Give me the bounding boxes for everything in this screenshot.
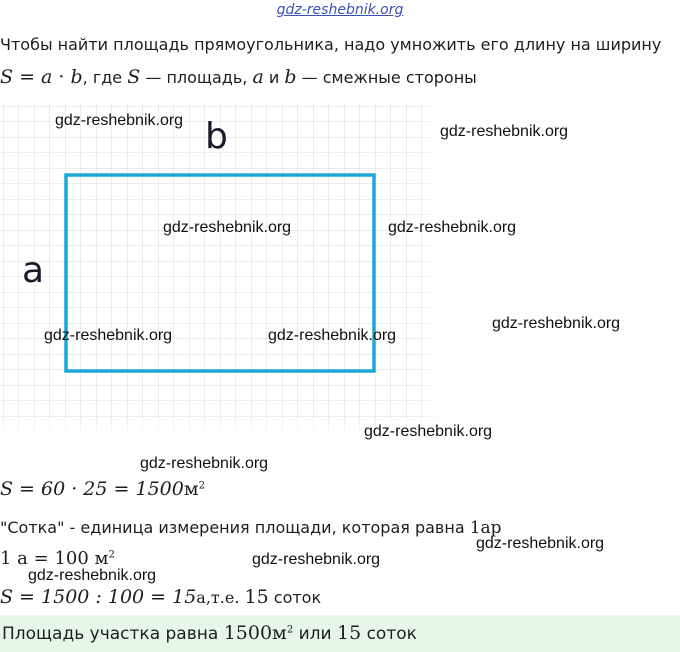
answer-value-2: 15 (336, 622, 362, 644)
ar-exp: 2 (108, 549, 115, 561)
calc-1-unit: м (183, 478, 199, 500)
watermark: gdz-reshebnik.org (268, 327, 397, 344)
sotka-text: "Сотка" - единица измерения площади, которая равна (0, 518, 470, 537)
calc-1-expression: S = 60 · 25 = 1500 (0, 478, 184, 500)
formula-line (0, 66, 477, 88)
answer-value-1: 1500 (223, 622, 273, 644)
formula-dot: · (52, 66, 71, 88)
formula-S: S (0, 66, 14, 88)
watermark: gdz-reshebnik.org (252, 551, 381, 568)
watermark: gdz-reshebnik.org (28, 567, 157, 584)
watermark: gdz-reshebnik.org (163, 219, 292, 236)
calc-2-mid: а,т.е. (196, 588, 245, 607)
formula-and: и (263, 68, 285, 87)
answer-line (2, 622, 417, 644)
calc-line-1 (0, 478, 205, 500)
calc-line-2 (0, 586, 321, 608)
formula-a2: a (252, 66, 264, 88)
formula-b: b (70, 66, 83, 88)
answer-middle: или (293, 624, 337, 644)
label-a: a (22, 250, 45, 291)
answer-prefix: Площадь участка равна (2, 624, 224, 644)
formula-S2: S (127, 66, 141, 88)
watermark: gdz-reshebnik.org (44, 327, 173, 344)
formula-sides: — смежные стороны (296, 68, 477, 87)
calc-2-num: 15 (244, 586, 269, 608)
formula-b2: b (284, 66, 297, 88)
answer-unit-1: м (272, 622, 287, 644)
calc-2-expression: S = 1500 : 100 = 15 (0, 586, 197, 608)
watermark: gdz-reshebnik.org (440, 123, 569, 140)
sotka-value: 1ар (469, 518, 502, 538)
ar-unit: м (88, 548, 109, 569)
formula-where: , где (82, 68, 128, 87)
watermark: gdz-reshebnik.org (55, 112, 184, 129)
sotka-definition (0, 518, 502, 538)
formula-area: — площадь, (140, 68, 253, 87)
answer-tail: соток (361, 624, 417, 644)
watermark: gdz-reshebnik.org (364, 423, 493, 440)
calc-2-tail: соток (268, 588, 322, 607)
watermark: gdz-reshebnik.org (388, 219, 517, 236)
ar-lhs: 1 а = (0, 548, 55, 569)
rule-text: Чтобы найти площадь прямоугольника, надо умножить его длину на ширину (0, 35, 662, 54)
calc-1-exp: 2 (198, 480, 205, 492)
answer-exp-1: 2 (286, 624, 294, 636)
ar-value: 100 (54, 548, 89, 569)
header-watermark-link[interactable]: gdz-reshebnik.org (276, 2, 404, 18)
watermark: gdz-reshebnik.org (492, 315, 621, 332)
ar-line (0, 548, 115, 569)
formula-a: a (41, 66, 53, 88)
watermark: gdz-reshebnik.org (476, 535, 605, 552)
label-b: b (205, 116, 228, 157)
formula-eq: = (13, 66, 42, 88)
grid-fade-right (418, 104, 442, 438)
watermark: gdz-reshebnik.org (140, 455, 269, 472)
